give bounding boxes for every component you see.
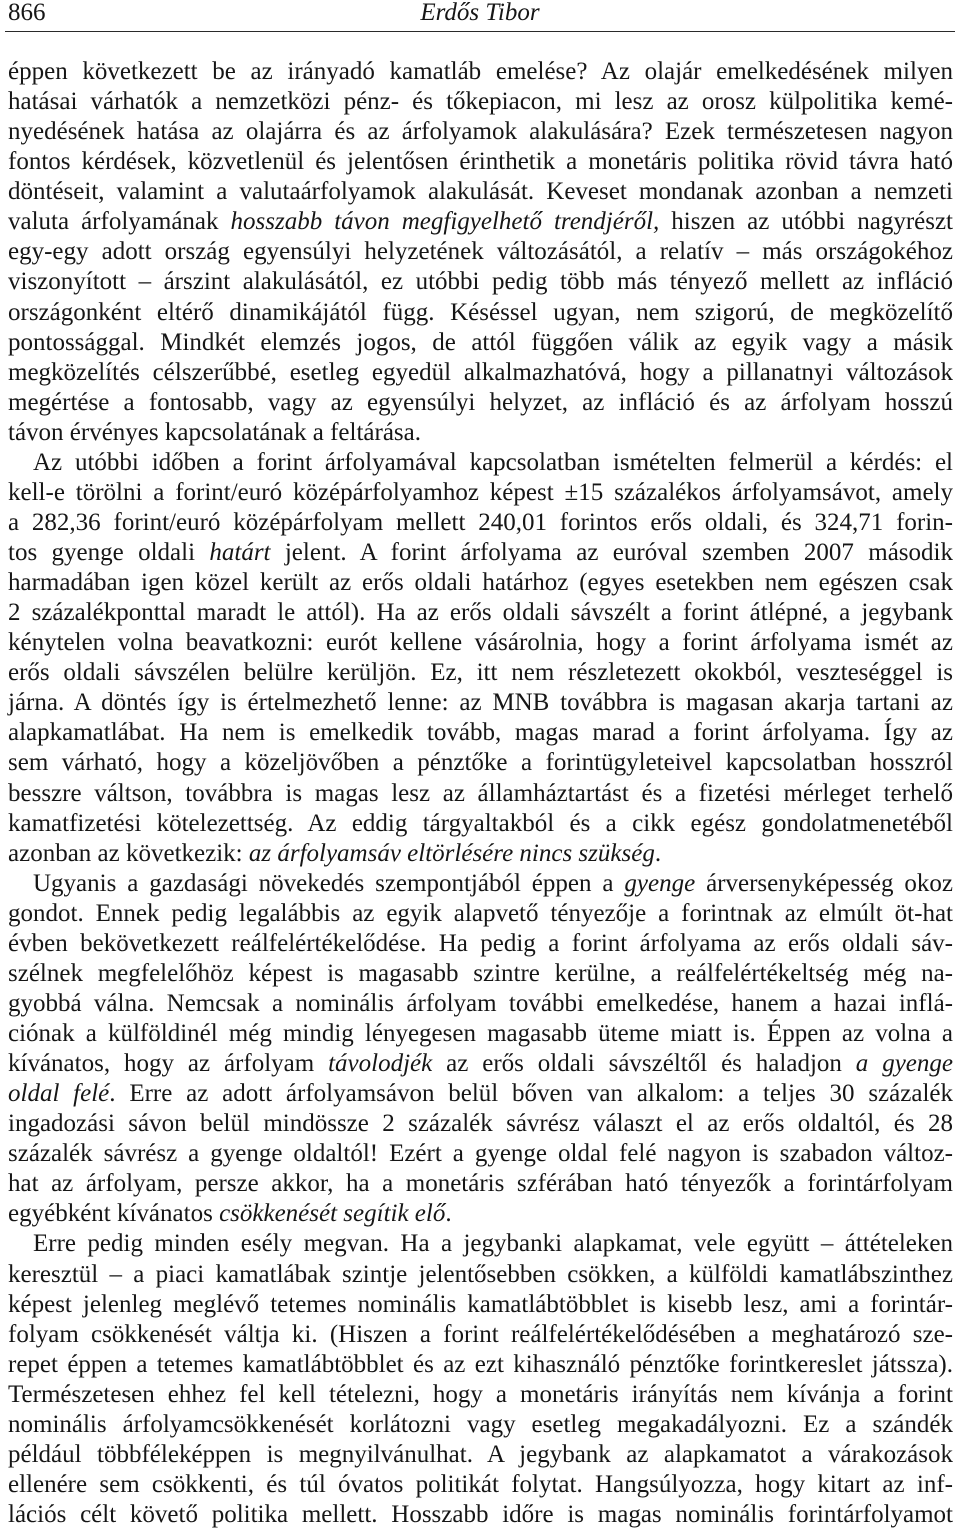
text-line: hatásai várhatók a nemzetközi pénz- és tőkepiacon, mi lesz az orosz külpolitika kemé- — [8, 88, 953, 116]
text-line: folyam csökkenését váltja ki. (Hiszen a forint reálfelértékelődésében a meghatározó sze- — [8, 1320, 953, 1348]
text-segment: hiszen az utóbbi nagyrészt — [659, 208, 954, 236]
paragraph — [8, 869, 953, 1230]
text-line: kamatfizetési kötelezettség. Az eddig tárgyaltakból és a cikk egész gondolatmenetéből — [8, 809, 953, 837]
text-line: besszre váltson, továbbra is magas lesz az államháztartást és a fizetési mérleget terhelő — [8, 779, 953, 807]
text-line: Az utóbbi időben a forint árfolyamával kapcsolatban ismételten felmerül a kérdés: el — [33, 448, 953, 476]
text-segment: árversenyképesség okoz — [695, 869, 953, 897]
paragraph — [8, 448, 953, 869]
text-line: erős oldali sávszélen belülre kerüljön. Ez, itt nem részletezett okokból, veszteséggel is — [8, 659, 953, 687]
text-line: országonként eltérő dinamikájától függ. Késéssel ugyan, nem szigorú, de megközelítő — [8, 298, 953, 326]
text-segment: Ugyanis a gazdasági növekedés szempontjából éppen a — [33, 869, 625, 897]
text-line: hat az árfolyam, persze akkor, ha a monetáris szférában ható tényezők a forintárfolyam — [8, 1170, 953, 1198]
text-segment: . — [654, 839, 662, 867]
text-line: alapkamatlábat. Ha nem is emelkedik tovább, magas marad a forint árfolyama. Így az — [8, 719, 953, 747]
text-line: döntéseit, valamint a valutaárfolyamok alakulását. Keveset mondanak azonban a nemzeti — [8, 178, 953, 206]
emphasis: oldal felé — [8, 1080, 110, 1108]
text-line: ellenére sem csökkenti, és túl óvatos politikát folytat. Hangsúlyozza, hogy kitart az inf- — [8, 1470, 953, 1498]
text-line: nominális árfolyamcsökkenését korlátozni vagy esetleg megakadályozni. Ez a szándék — [8, 1410, 953, 1438]
text-line: a 282,36 forint/euró középárfolyam mellett 240,01 forintos erős oldali, és 324,71 forin- — [8, 508, 953, 536]
text-line: járna. A döntés így is értelmezhető lenne: az MNB továbbra is magasan akarja tartani az — [8, 689, 953, 717]
text-line: 2 százalékponttal maradt le attól). Ha az erős oldali sávszélt a forint átlépné, a jegybank — [8, 599, 953, 627]
text-line: fontos kérdések, közvetlenül és jelentősen érinthetik a monetáris politika rövid távra ható — [8, 148, 953, 176]
text-line: repet éppen a tetemes kamatlábtöbblet és az ezt kihasználó pénztőke forintkereslet játssza). — [8, 1350, 953, 1378]
text-line: egy-egy adott ország egyensúlyi helyzetének változásától, a relatív – más országokéhoz — [8, 238, 953, 266]
emphasis: az árfolyamsáv eltörlésére nincs szükség — [248, 839, 655, 867]
text-line — [8, 869, 953, 899]
paragraph — [8, 1229, 953, 1530]
text-line: gyobbá válna. Nemcsak a nominális árfolyam további emelkedése, hanem a hazai inflá- — [8, 989, 953, 1017]
text-line: pontossággal. Mindkét elemzés jogos, de attól függően válik az egyik vagy a másik — [8, 328, 953, 356]
paragraph — [8, 57, 953, 448]
text-line — [8, 538, 953, 568]
text-line: lációs célt követő politika mellett. Hosszabb időre is magas nominális forintárfolyamot — [8, 1501, 953, 1528]
emphasis: a gyenge — [855, 1050, 953, 1078]
text-segment: az erős oldali sávszéltől és haladjon — [432, 1050, 856, 1078]
text-line: nyedésének hatása az olajárra és az árfolyamok alakulására? Ezek természetesen nagyon — [8, 118, 953, 146]
running-head: Erdős Tibor — [420, 0, 540, 26]
text-segment: egyébként kívánatos — [8, 1200, 220, 1228]
text-line: Erre pedig minden esély megvan. Ha a jegybanki alapkamat, vele együtt – áttételeken — [33, 1230, 953, 1258]
text-line: ingadozási sávon belül mindössze 2 százalék sávrész választ el az erős oldaltól, és 28 — [8, 1110, 953, 1138]
text-line — [8, 1199, 953, 1229]
text-line: harmadában igen közel került az erős oldali határhoz (egyes esetekben nem egészen csak — [8, 569, 953, 597]
text-line — [8, 839, 953, 869]
emphasis: hosszabb távon megfigyelhető trendjéről, — [230, 208, 660, 236]
text-line: Természetesen ehhez fel kell tételezni, hogy a monetáris irányítás nem kívánja a forint — [8, 1380, 953, 1408]
text-line: távon érvényes kapcsolatának a feltárása. — [8, 418, 421, 446]
text-segment: jelent. A forint árfolyama az euróval szemben 2007 második — [270, 539, 953, 566]
text-line: sem várható, hogy a közeljövőben a pénztőke a forintügyleteivel kapcsolatban hosszról — [8, 749, 953, 777]
text-line: gondot. Ennek pedig legalábbis az egyik alapvető tényezője a forintnak az elmúlt öt-hat — [8, 899, 953, 927]
text-line: megközelítés célszerűbbé, esetleg egyedül alkalmazhatóvá, hogy a pillanatnyi változások — [8, 358, 953, 386]
text-segment: tos gyenge oldali — [8, 539, 210, 566]
text-line: viszonyított – árszint alakulásától, ez utóbbi pedig több más tényező mellett az infláció — [8, 268, 953, 296]
article-body — [8, 57, 953, 1530]
page-number: 866 — [8, 0, 46, 26]
emphasis: csökkenését segítik elő — [219, 1200, 446, 1228]
emphasis: gyenge — [624, 869, 696, 897]
text-line — [8, 207, 953, 237]
text-line — [8, 1079, 953, 1109]
text-line — [8, 1049, 953, 1079]
text-line: keresztül – a piaci kamatlábak szintje jelentősebben csökken, a külföldi kamatlábszinthez — [8, 1260, 953, 1288]
text-line: kell-e törölni a forint/euró középárfolyamhoz képest ±15 százalékos árfolyamsávot, amely — [8, 478, 953, 506]
text-line: képest jelenleg meglévő tetemes nominális kamatlábtöbblet is kisebb lesz, ami a forintár- — [8, 1290, 953, 1318]
text-line: évben bekövetkezett reálfelértékelődése. Ha pedig a forint árfolyama az erős oldali sáv- — [8, 929, 953, 957]
header-rule — [5, 31, 955, 32]
emphasis: határt — [209, 539, 271, 566]
text-segment: azonban az következik: — [8, 839, 249, 867]
emphasis: távolodjék — [328, 1050, 433, 1078]
text-line: szélnek megfelelőhöz képest is magasabb szintre kerülne, a reálfelértékeltség még na- — [8, 959, 953, 987]
text-line: például többféleképpen is megnyilvánulhat. A jegybank az alapkamatot a várakozások — [8, 1440, 953, 1468]
text-segment: . Erre az adott árfolyamsávon belül bőven van alkalom: a teljes 30 százalék — [109, 1080, 953, 1108]
text-segment: . — [445, 1200, 452, 1228]
text-segment: valuta árfolyamának — [8, 208, 231, 236]
text-line: megértése a fontosabb, vagy az egyensúlyi helyzet, az infláció és az árfolyam hosszú — [8, 388, 953, 416]
text-line: éppen következett be az irányadó kamatláb emelése? Az olajár emelkedésének milyen — [8, 58, 953, 85]
text-line: százalék sávrész a gyenge oldaltól! Ezért a gyenge oldal felé nagyon is szabadon változ- — [8, 1140, 953, 1168]
text-segment: kívánatos, hogy az árfolyam — [8, 1050, 329, 1078]
text-line: kénytelen volna beavatkozni: eurót kellene vásárolnia, hogy a forint árfolyama ismét az — [8, 629, 953, 657]
text-line: ciónak a külföldinél még mindig lényegesen magasabb üteme miatt is. Éppen az volna a — [8, 1020, 953, 1047]
